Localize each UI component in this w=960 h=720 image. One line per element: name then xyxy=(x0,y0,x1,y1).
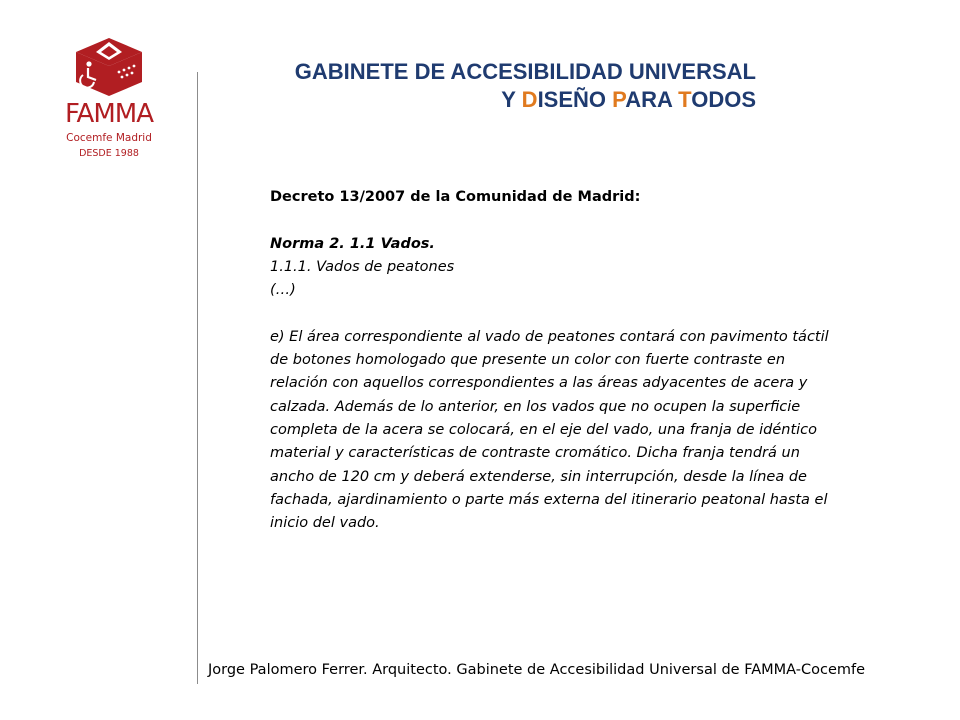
famma-logo xyxy=(56,36,166,168)
header-line-1: GABINETE DE ACCESIBILIDAD UNIVERSAL xyxy=(294,59,756,84)
ellipsis: (…) xyxy=(270,282,296,299)
header-initial-highlight: D xyxy=(521,87,538,112)
header-line-2 xyxy=(295,86,756,114)
slide-header xyxy=(295,58,756,114)
brand-since: DESDE 1988 xyxy=(79,148,139,159)
body-paragraph: e) El área correspondiente al vado de peatones contará con pavimento táctil de botones homologado que presente un color con fuerte contraste en relación con aquellos correspondientes a las áreas adyacentes de acera y calzada. Además de lo anterior, en los vados que no ocupen la superficie completa de la acera se colocará, en el eje del vado, una franja de idéntico material y características de contraste cromático. Dicha franja tendrá un ancho de 120 cm y deberá extenderse, sin interrupción, desde la línea de fachada, ajardinamiento o parte más externa del itinerario peatonal hasta el inicio del vado. xyxy=(270,328,829,532)
norma-heading: Norma 2. 1.1 Vados. xyxy=(270,235,435,252)
header-text-segment: Y xyxy=(501,87,522,112)
header-text-segment: ODOS xyxy=(691,87,756,112)
footer-credit: Jorge Palomero Ferrer. Arquitecto. Gabinete de Accesibilidad Universal de FAMMA-Cocemfe xyxy=(208,662,866,678)
brand-subtitle: Cocemfe Madrid xyxy=(66,132,152,144)
norma-subheading: 1.1.1. Vados de peatones xyxy=(270,258,455,275)
brand-name: FAMMA xyxy=(64,99,153,129)
vertical-divider xyxy=(197,72,198,684)
header-initial-highlight: T xyxy=(678,87,692,112)
famma-cube-icon xyxy=(72,36,146,98)
header-initial-highlight: P xyxy=(612,87,626,112)
slide-content xyxy=(270,186,840,535)
decree-title: Decreto 13/2007 de la Comunidad de Madrid: xyxy=(270,189,641,205)
header-text-segment: ARA xyxy=(625,87,679,112)
header-text-segment: ISEÑO xyxy=(537,87,613,112)
